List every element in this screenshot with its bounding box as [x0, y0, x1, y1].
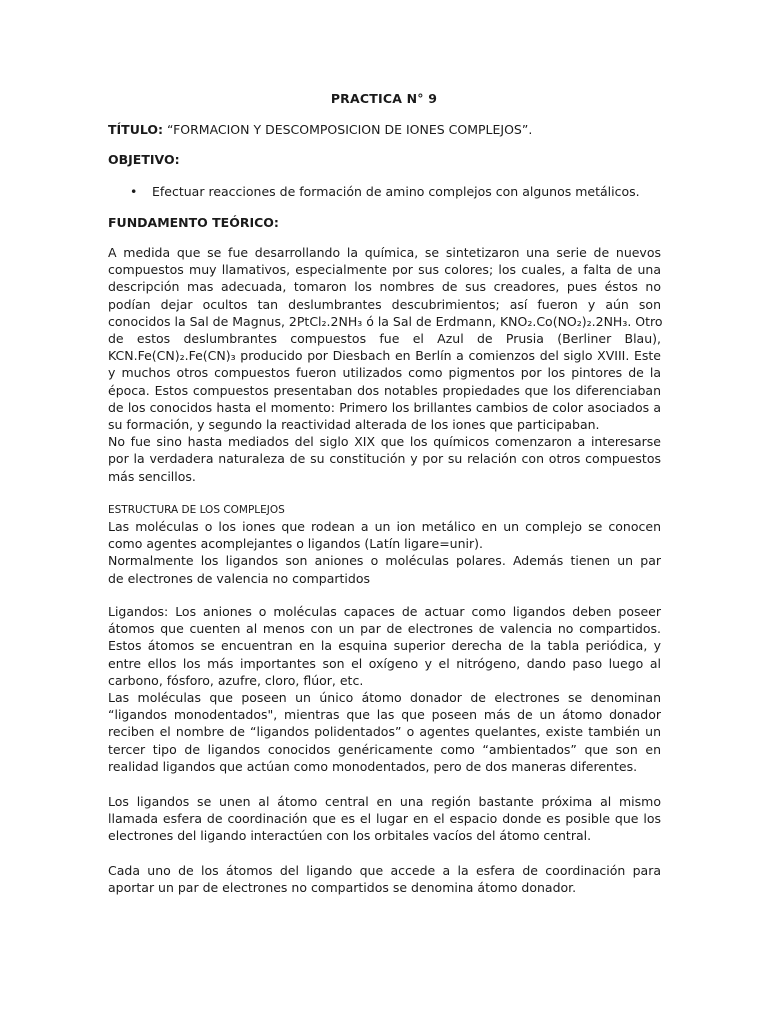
bullet-icon: •	[130, 184, 138, 199]
union-paragraph	[108, 793, 661, 845]
text-line: época. Estos compuestos presentaban dos notables propiedades que los diferenciaban	[108, 382, 661, 398]
text-line: entre ellos los más importantes son el oxígeno y el nitrógeno, dando paso luego al	[108, 655, 661, 671]
text-line: No fue sino hasta mediados del siglo XIX que los químicos comenzaron a interesarse	[108, 434, 661, 450]
text-line: Estos átomos se encuentran en la esquina superior derecha de la tabla periódica, y	[108, 638, 661, 654]
text-line: Las moléculas que poseen un único átomo donador de electrones se denominan	[108, 690, 661, 706]
titulo-line	[108, 121, 661, 138]
text-line: KCN.Fe(CN)₂.Fe(CN)₃ producido por Diesbach en Berlín a comienzos del siglo XVIII. Este	[108, 348, 661, 364]
page-title: PRACTICA N° 9	[330, 91, 438, 106]
objetivo-heading: OBJETIVO:	[108, 152, 180, 167]
fundamento-paragraph	[108, 244, 661, 485]
text-line: Cada uno de los átomos del ligando que accede a la esfera de coordinación para	[108, 863, 661, 878]
fundamento-heading: FUNDAMENTO TEÓRICO:	[108, 215, 279, 230]
text-line: por la verdadera naturaleza de su constitución y por su relación con otros compuestos	[108, 451, 661, 467]
text-line: carbono, fósforo, azufre, cloro, flúor, etc.	[108, 672, 364, 688]
text-line: de los conocidos hasta el momento: Primero los brillantes cambios de color asociados a	[108, 399, 661, 415]
text-line: de electrones de valencia no compartidos	[108, 570, 370, 586]
estructura-heading: ESTRUCTURA DE LOS COMPLEJOS	[108, 504, 285, 516]
text-line: “ligandos monodentados", mientras que las que poseen más de un átomo donador	[108, 707, 661, 723]
text-line: reciben el nombre de “ligandos polidentados” o agentes quelantes, existe también un	[108, 724, 661, 740]
titulo-label: TÍTULO:	[108, 122, 163, 137]
text-line: compuestos muy llamativos, especialmente por sus colores; los cuales, a falta de una	[108, 262, 661, 278]
text-line: descripción mas adecuada, tomaron los nombres de sus creadores, pues éstos no	[108, 279, 661, 295]
text-line: más sencillos.	[108, 468, 196, 484]
text-line: electrones del ligando interactúen con los orbitales vacíos del átomo central.	[108, 828, 592, 844]
objetivo-bullet-text: Efectuar reacciones de formación de amino complejos con algunos metálicos.	[152, 184, 640, 199]
text-line: átomos que cuenten al menos con un par de electrones de valencia no compartidos.	[108, 621, 661, 637]
text-line: como agentes acomplejantes o ligandos (Latín ligare=unir).	[108, 536, 483, 552]
text-line: Normalmente los ligandos son aniones o moléculas polares. Además tienen un par	[108, 553, 661, 569]
text-line: Las moléculas o los iones que rodean a un ion metálico en un complejo se conocen	[108, 519, 661, 534]
titulo-value: “FORMACION Y DESCOMPOSICION DE IONES COMPLEJOS”.	[163, 122, 533, 137]
text-line: Ligandos: Los aniones o moléculas capaces de actuar como ligandos deben poseer	[108, 604, 661, 619]
text-line: y muchos otros compuestos fueron utilizados como pigmentos por los pintores de la	[108, 365, 661, 381]
text-line: realidad ligandos que actúan como monodentados, pero de dos maneras diferentes.	[108, 758, 638, 774]
text-line: su formación, y segundo la reactividad alterada de los iones que participaban.	[108, 417, 600, 433]
objetivo-bullet-item	[130, 183, 640, 200]
text-line: conocidos la Sal de Magnus, 2PtCl₂.2NH₃ ó la Sal de Erdmann, KNO₂.Co(NO₂)₂.2NH₃. Otro	[108, 313, 663, 329]
text-line: de estos deslumbrantes compuestos fue el Azul de Prusia (Berliner Blau),	[108, 331, 661, 347]
ligandos-paragraph	[108, 603, 661, 775]
text-line: Los ligandos se unen al átomo central en una región bastante próxima al mismo	[108, 794, 661, 809]
text-line: A medida que se fue desarrollando la química, se sintetizaron una serie de nuevos	[108, 245, 661, 260]
estructura-paragraph	[108, 518, 661, 587]
text-line: podían dejar ocultos tan deslumbrantes descubrimientos; así fueron y aún son	[108, 296, 661, 312]
text-line: llamada esfera de coordinación que es el lugar en el espacio donde es posible que los	[108, 811, 661, 827]
text-line: aportar un par de electrones no compartidos se denomina átomo donador.	[108, 880, 577, 896]
text-line: tercer tipo de ligandos conocidos genéricamente como “ambientados” que son en	[108, 741, 661, 757]
donador-paragraph	[108, 862, 661, 896]
